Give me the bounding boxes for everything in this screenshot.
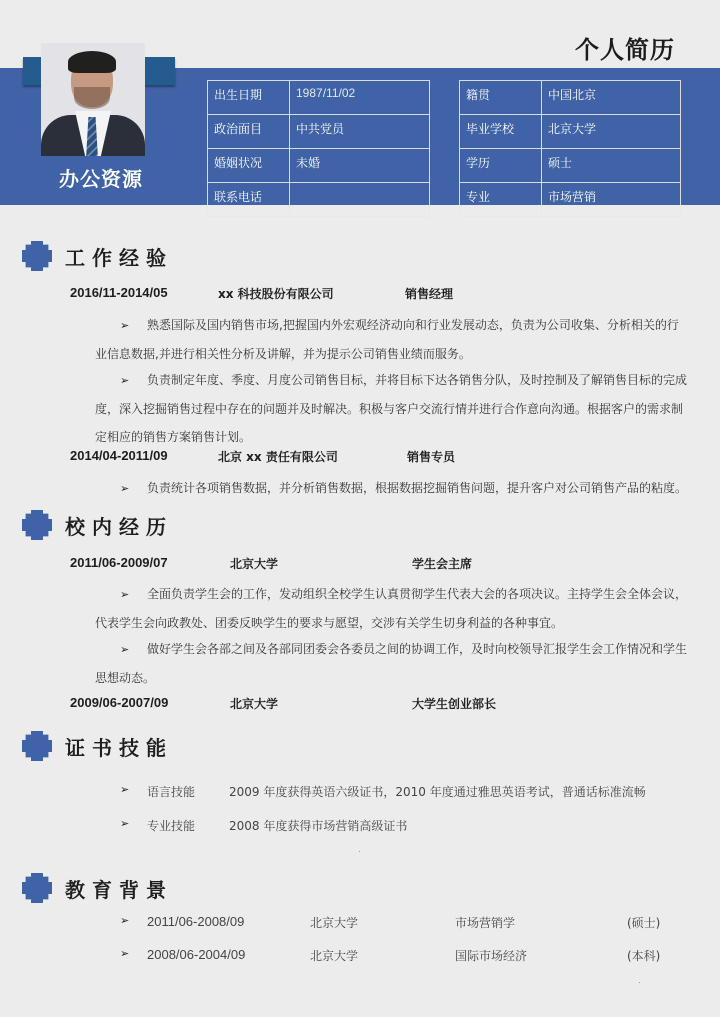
stray-dot [639, 982, 640, 983]
entry-role: 销售专员 [407, 450, 456, 464]
info-value: 中共党员 [290, 115, 430, 149]
entry-date: 2011/06-2009/07 [70, 555, 168, 570]
education-major: 市场营销学 [455, 916, 516, 930]
arrow-bullet-icon: ➢ [120, 817, 130, 830]
skill-label: 语言技能 [147, 785, 196, 799]
info-label: 专业 [460, 183, 542, 217]
person-name: 办公资源 [59, 167, 143, 191]
info-row [208, 81, 430, 115]
section-header-education [22, 872, 173, 904]
entry-date: 2016/11-2014/05 [70, 285, 168, 300]
education-period: 2011/06-2008/09 [147, 914, 245, 929]
skill-detail: 2008 年度获得市场营销高级证书 [229, 819, 408, 833]
band-bottom-fade [0, 205, 720, 217]
entry-organization: 北京大学 [230, 697, 279, 711]
resume-title: 个人简历 [575, 36, 675, 64]
info-label: 婚姻状况 [208, 149, 290, 183]
section-badge-icon [22, 510, 52, 540]
personal-info-table-right [459, 80, 681, 217]
education-school: 北京大学 [310, 916, 359, 930]
section-title: 工作经验 [65, 245, 173, 270]
arrow-bullet-icon: ➢ [120, 783, 130, 796]
stray-dot [359, 851, 360, 852]
section-title: 证书技能 [65, 735, 173, 760]
info-label: 政治面目 [208, 115, 290, 149]
entry-date: 2009/06-2007/09 [70, 695, 169, 710]
info-label: 毕业学校 [460, 115, 542, 149]
info-row [460, 149, 681, 183]
info-value: 1987/11/02 [290, 81, 430, 115]
section-badge-icon [22, 873, 52, 903]
info-label: 出生日期 [208, 81, 290, 115]
section-header-skills [22, 730, 173, 762]
bullet-text: 做好学生会各部之间及各部同团委会各委员之间的协调工作，及时向校领导汇报学生会工作情况和学生思想动态。 [95, 642, 688, 685]
arrow-bullet-icon: ➢ [120, 319, 130, 332]
personal-info-table-left [207, 80, 430, 217]
photo-hair [68, 51, 116, 73]
info-row [208, 115, 430, 149]
info-value: 市场营销 [542, 183, 681, 217]
section-title: 校内经历 [65, 514, 173, 539]
bullet-text: 负责制定年度、季度、月度公司销售目标，并将目标下达各销售分队，及时控制及了解销售目标的完成度，深入挖掘销售过程中存在的问题并及时解决。积极与客户交流行情并进行合作意向沟通。根据客户的需求制定相应的销售方案销售计划。 [95, 373, 688, 444]
info-row [460, 115, 681, 149]
info-value: 北京大学 [542, 115, 681, 149]
entry-bullet [95, 580, 690, 637]
entry-organization: 北京 xx 责任有限公司 [218, 450, 338, 464]
entry-organization: xx 科技股份有限公司 [218, 287, 334, 301]
entry-bullet [95, 366, 690, 451]
entry-role: 大学生创业部长 [412, 697, 497, 711]
arrow-bullet-icon: ➢ [120, 482, 130, 495]
education-major: 国际市场经济 [455, 949, 528, 963]
info-label: 联系电话 [208, 183, 290, 217]
entry-bullet [95, 311, 690, 368]
info-label: 学历 [460, 149, 542, 183]
bullet-text: 全面负责学生会的工作，发动组织全校学生认真贯彻学生代表大会的各项决议。主持学生会全体会议，代表学生会向政教处、团委反映学生的要求与愿望，交涉有关学生切身利益的各种事宜。 [95, 587, 688, 630]
arrow-bullet-icon: ➢ [120, 374, 130, 387]
section-header-campus [22, 509, 173, 541]
info-value: 中国北京 [542, 81, 681, 115]
education-school: 北京大学 [310, 949, 359, 963]
info-value: 硕士 [542, 149, 681, 183]
entry-bullet [95, 635, 690, 692]
arrow-bullet-icon: ➢ [120, 914, 130, 927]
photo-beard [74, 87, 110, 109]
decorative-tab-right [143, 57, 175, 85]
section-badge-icon [22, 241, 52, 271]
arrow-bullet-icon: ➢ [120, 588, 130, 601]
education-period: 2008/06-2004/09 [147, 947, 246, 962]
info-label: 籍贯 [460, 81, 542, 115]
section-header-work [22, 240, 173, 272]
entry-bullet [95, 474, 690, 503]
decorative-tab-left [23, 57, 43, 85]
bullet-text: 熟悉国际及国内销售市场,把握国内外宏观经济动向和行业发展动态，负责为公司收集、分析相关的行业信息数据,并进行相关性分析及讲解，并为提示公司销售业绩而服务。 [95, 318, 679, 361]
entry-organization: 北京大学 [230, 557, 279, 571]
entry-role: 销售经理 [405, 287, 454, 301]
profile-photo [41, 43, 145, 156]
entry-date: 2014/04-2011/09 [70, 448, 168, 463]
info-row [460, 81, 681, 115]
bullet-text: 负责统计各项销售数据，并分析销售数据，根据数据挖掘销售问题，提升客户对公司销售产品的粘度。 [147, 481, 688, 495]
education-degree: (硕士) [627, 916, 661, 930]
education-degree: (本科) [627, 949, 661, 963]
section-title: 教育背景 [65, 877, 173, 902]
skill-detail: 2009 年度获得英语六级证书，2010 年度通过雅思英语考试，普通话标准流畅 [229, 785, 646, 799]
arrow-bullet-icon: ➢ [120, 947, 130, 960]
info-row [208, 149, 430, 183]
entry-role: 学生会主席 [412, 557, 473, 571]
section-badge-icon [22, 731, 52, 761]
arrow-bullet-icon: ➢ [120, 643, 130, 656]
skill-label: 专业技能 [147, 819, 196, 833]
info-value: 未婚 [290, 149, 430, 183]
